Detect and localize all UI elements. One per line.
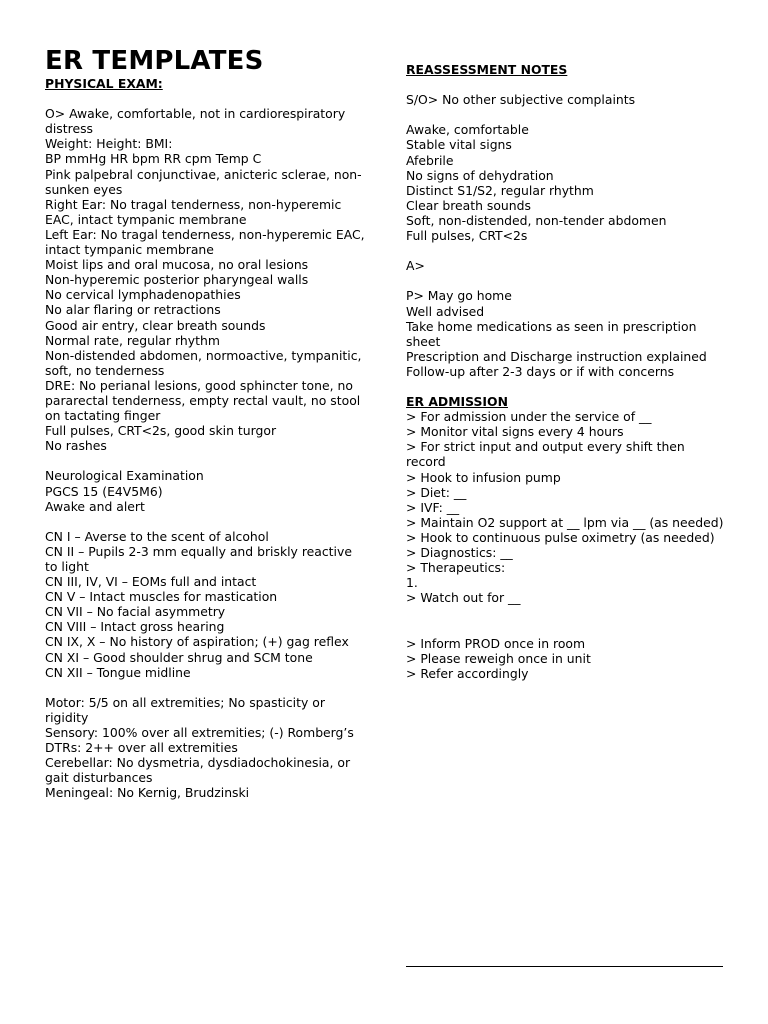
reassessment-line	[406, 243, 728, 258]
admission-line: > Therapeutics:	[406, 560, 506, 576]
reassessment-line: A>	[406, 258, 425, 274]
physical-exam-heading: PHYSICAL EXAM:	[45, 76, 163, 91]
exam-line: O> Awake, comfortable, not in cardiorespiratory distress	[45, 106, 346, 137]
exam-line: CN VIII – Intact gross hearing	[45, 619, 225, 635]
exam-line: No alar flaring or retractions	[45, 302, 221, 318]
exam-line: DTRs: 2++ over all extremities	[45, 740, 238, 756]
reassessment-line: Soft, non-distended, non-tender abdomen	[406, 212, 667, 228]
right-column	[406, 62, 728, 681]
reassessment-line: Clear breath sounds	[406, 197, 531, 213]
exam-line: Left Ear: No tragal tenderness, non-hyperemic EAC, intact tympanic membrane	[45, 226, 365, 258]
admission-line: > Please reweigh once in unit	[406, 650, 591, 666]
physical-exam-column	[45, 76, 367, 801]
exam-line: CN XI – Good shoulder shrug and SCM tone	[45, 649, 313, 665]
exam-line: Awake and alert	[45, 498, 145, 514]
reassessment-heading: REASSESSMENT NOTES	[406, 62, 568, 77]
exam-line: Non-distended abdomen, normoactive, tympanitic, soft, no tenderness	[45, 347, 362, 378]
reassessment-line	[406, 107, 728, 122]
exam-line: CN V – Intact muscles for mastication	[45, 589, 278, 605]
exam-line	[45, 453, 367, 468]
reassessment-lines	[406, 77, 728, 394]
physical-exam-lines	[45, 91, 367, 800]
page-title: ER TEMPLATES	[45, 46, 264, 76]
reassessment-line: Follow-up after 2-3 days or if with concerns	[406, 363, 675, 379]
exam-line: PGCS 15 (E4V5M6)	[45, 483, 163, 499]
exam-line: Neurological Examination	[45, 468, 204, 484]
er-admission-lines	[406, 409, 728, 681]
admission-line	[406, 620, 728, 635]
exam-line: CN IX, X – No history of aspiration; (+) gag reflex	[45, 634, 349, 650]
exam-line: No rashes	[45, 438, 107, 454]
reassessment-line: Well advised	[406, 303, 485, 319]
exam-line: Sensory: 100% over all extremities; (-) Romberg’s	[45, 725, 354, 741]
reassessment-line: Afebrile	[406, 152, 454, 168]
exam-line: CN VII – No facial asymmetry	[45, 604, 226, 620]
admission-line: 1.	[406, 575, 418, 591]
exam-line: Non-hyperemic posterior pharyngeal walls	[45, 272, 309, 288]
signature-line	[406, 966, 723, 967]
admission-line: > Refer accordingly	[406, 665, 529, 681]
exam-line: CN XII – Tongue midline	[45, 664, 191, 680]
exam-line: Cerebellar: No dysmetria, dysdiadochokinesia, or gait disturbances	[45, 755, 351, 786]
reassessment-line	[406, 379, 728, 394]
exam-line: Right Ear: No tragal tenderness, non-hyperemic EAC, intact tympanic membrane	[45, 196, 342, 227]
reassessment-line	[406, 273, 728, 288]
exam-line	[45, 91, 367, 106]
admission-line: > IVF: __	[406, 499, 460, 515]
exam-line: No cervical lymphadenopathies	[45, 287, 241, 303]
reassessment-line: S/O> No other subjective complaints	[406, 92, 636, 108]
exam-line: Motor: 5/5 on all extremities; No spasticity or rigidity	[45, 694, 325, 725]
exam-line: DRE: No perianal lesions, good sphincter tone, no pararectal tenderness, empty rectal vault, no stool on tactating finger	[45, 377, 361, 424]
admission-line: > Hook to infusion pump	[406, 469, 561, 485]
exam-line: CN I – Averse to the scent of alcohol	[45, 528, 269, 544]
reassessment-line: No signs of dehydration	[406, 167, 554, 183]
admission-line: > Hook to continuous pulse oximetry (as needed)	[406, 529, 715, 545]
exam-line: Full pulses, CRT<2s, good skin turgor	[45, 423, 277, 439]
admission-line: > Monitor vital signs every 4 hours	[406, 424, 624, 440]
exam-line: Pink palpebral conjunctivae, anicteric sclerae, non-sunken eyes	[45, 166, 362, 197]
reassessment-line: Awake, comfortable	[406, 122, 529, 138]
er-admission-heading: ER ADMISSION	[406, 394, 508, 410]
reassessment-line: Prescription and Discharge instruction explained	[406, 348, 707, 364]
reassessment-line: Stable vital signs	[406, 137, 512, 153]
exam-line: CN III, IV, VI – EOMs full and intact	[45, 574, 257, 590]
exam-line	[45, 514, 367, 529]
exam-line: Normal rate, regular rhythm	[45, 332, 220, 348]
admission-line: > For admission under the service of __	[406, 409, 652, 425]
exam-line: CN II – Pupils 2-3 mm equally and briskly reactive to light	[45, 543, 352, 574]
admission-line: > Maintain O2 support at __ lpm via __ (as needed)	[406, 514, 724, 530]
exam-line: Moist lips and oral mucosa, no oral lesions	[45, 257, 309, 273]
admission-line: > For strict input and output every shift then record	[406, 439, 685, 470]
exam-line: BP mmHg HR bpm RR cpm Temp C	[45, 151, 262, 167]
exam-line	[45, 680, 367, 695]
reassessment-line: Full pulses, CRT<2s	[406, 228, 528, 244]
admission-line: > Diagnostics: __	[406, 545, 513, 560]
exam-line: Weight: Height: BMI:	[45, 136, 173, 152]
admission-line: > Diet: __	[406, 484, 467, 500]
reassessment-line: Take home medications as seen in prescription sheet	[406, 318, 697, 349]
exam-line: Meningeal: No Kernig, Brudzinski	[45, 785, 250, 801]
admission-line: > Watch out for __	[406, 590, 521, 606]
reassessment-line: Distinct S1/S2, regular rhythm	[406, 182, 594, 198]
reassessment-line: P> May go home	[406, 288, 512, 304]
reassessment-line	[406, 77, 728, 92]
admission-line: > Inform PROD once in room	[406, 635, 586, 651]
exam-line: Good air entry, clear breath sounds	[45, 317, 266, 333]
admission-line	[406, 605, 728, 620]
